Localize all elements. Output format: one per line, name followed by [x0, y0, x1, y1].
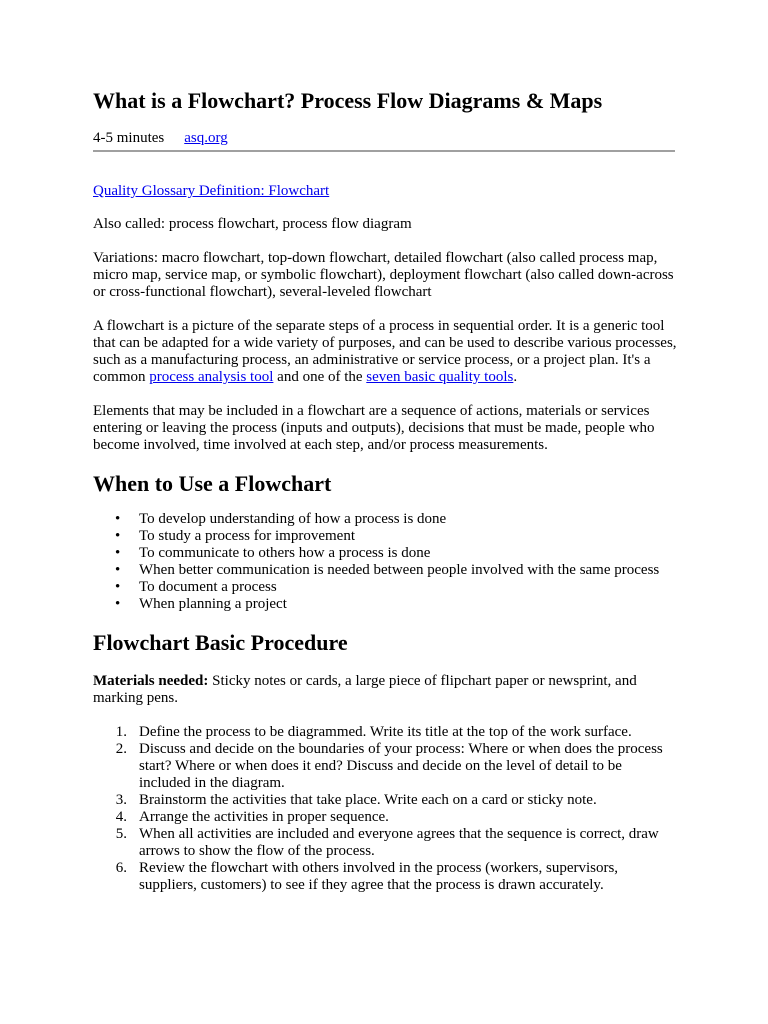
- step-text: Discuss and decide on the boundaries of your process: Where or when does the process start? Where or when does it end? Discuss and decide on the level of detail to be included in the diagram.: [139, 741, 663, 791]
- elements-paragraph: Elements that may be included in a flowchart are a sequence of actions, materials or services entering or leaving the process (inputs and outputs), decisions that must be made, people who become involved, time involved at each step, and/or process measurements.: [93, 403, 655, 453]
- materials-label: Materials needed:: [93, 673, 209, 689]
- list-item: • To develop understanding of how a process is done: [139, 511, 677, 528]
- article-meta: [93, 130, 677, 147]
- step-number: 4.: [115, 809, 127, 825]
- step-text: Define the process to be diagrammed. Write its title at the top of the work surface.: [139, 724, 632, 740]
- list-item: • To document a process: [139, 579, 677, 596]
- definition-text-middle: and one of the: [273, 369, 367, 385]
- procedure-step: [115, 809, 677, 826]
- list-item: • To study a process for improvement: [139, 528, 677, 545]
- materials-text: Sticky notes or cards, a large piece of flipchart paper or newsprint, and marking pens.: [93, 673, 637, 706]
- article-content: [93, 88, 677, 894]
- basic-procedure-heading: Flowchart Basic Procedure: [93, 630, 348, 655]
- also-called-text: Also called: process flowchart, process flow diagram: [93, 216, 412, 232]
- step-number: 3.: [115, 792, 127, 808]
- when-to-use-list: [93, 511, 677, 613]
- procedure-step: [115, 826, 677, 860]
- step-text: Brainstorm the activities that take place. Write each on a card or sticky note.: [139, 792, 597, 808]
- list-item: • To communicate to others how a process is done: [139, 545, 677, 562]
- procedure-step: [115, 860, 677, 894]
- definition-paragraph: [93, 318, 677, 386]
- variations-text: Variations: macro flowchart, top-down flowchart, detailed flowchart (also called process map, micro map, service map, or symbolic flowchart), deployment flowchart (also called down-across or cross-functional flowchart), several-leveled flowchart: [93, 250, 674, 300]
- materials-paragraph: [93, 673, 677, 707]
- step-text: When all activities are included and everyone agrees that the sequence is correct, draw arrows to show the flow of the process.: [139, 826, 659, 859]
- definition-text-start: A flowchart is a picture of the separate steps of a process in sequential order. It is a generic tool that can be adapted for a wide variety of purposes, and can be used to describe various processes, such as a manufacturing process, an administrative or service process, or a project plan. It's a common: [93, 318, 677, 385]
- process-analysis-tool-link[interactable]: process analysis tool: [149, 369, 274, 385]
- header-divider: [93, 150, 675, 152]
- step-number: 6.: [115, 860, 127, 876]
- source-link[interactable]: asq.org: [184, 130, 228, 146]
- procedure-step: [115, 792, 677, 809]
- reading-time: 4-5 minutes: [93, 130, 165, 146]
- procedure-steps-list: [93, 724, 677, 894]
- step-text: Arrange the activities in proper sequence.: [139, 809, 389, 825]
- glossary-paragraph: [93, 183, 677, 200]
- article-title: What is a Flowchart? Process Flow Diagrams & Maps: [93, 88, 603, 113]
- glossary-definition-link[interactable]: Quality Glossary Definition: Flowchart: [93, 183, 330, 199]
- step-number: 1.: [115, 724, 127, 740]
- definition-text-end: .: [513, 369, 518, 385]
- list-item: • When planning a project: [139, 596, 677, 613]
- procedure-step: [115, 724, 677, 741]
- step-number: 2.: [115, 741, 127, 757]
- procedure-step: [115, 741, 677, 792]
- seven-basic-quality-tools-link[interactable]: seven basic quality tools: [366, 369, 514, 385]
- step-text: Review the flowchart with others involved in the process (workers, supervisors, suppliers, customers) to see if they agree that the process is drawn accurately.: [139, 860, 619, 893]
- list-item: • When better communication is needed between people involved with the same process: [139, 562, 677, 579]
- when-to-use-heading: When to Use a Flowchart: [93, 471, 332, 496]
- step-number: 5.: [115, 826, 127, 842]
